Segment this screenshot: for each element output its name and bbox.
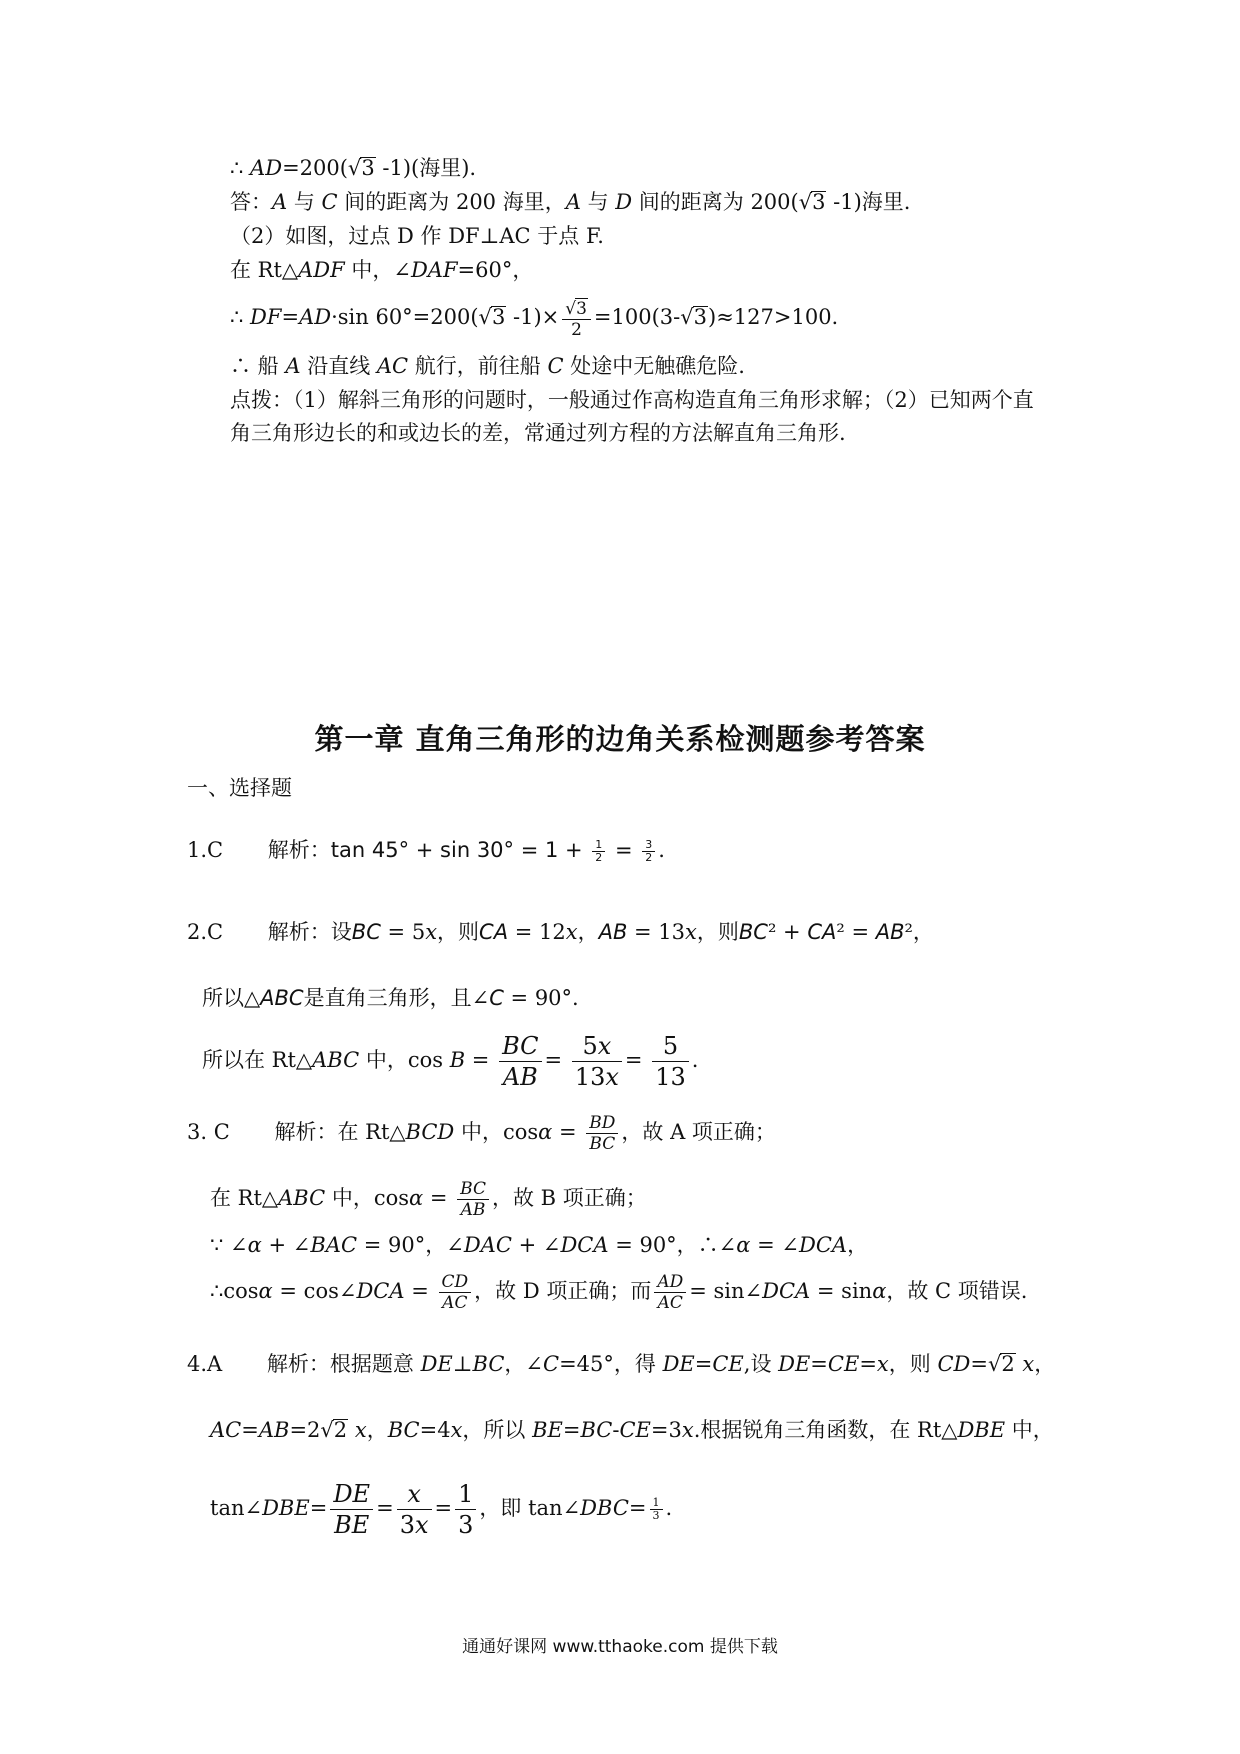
q3-line-2: 在 Rt△ABC 中，cosα = $\frac{BC}{AB}$ ，故 B 项正确； (210, 1179, 647, 1220)
q4-line-2: AC=AB=2√2 x，BC=4x，所以 BE=BC-CE=3x.根据锐角三角函数，在 Rt△DBE 中， (210, 1418, 1054, 1442)
page-title: 第一章 直角三角形的边角关系检测题参考答案 (314, 722, 926, 756)
part2-intro-line: （2）如图，过点 D 作 DF⊥AC 于点 F. (230, 224, 604, 248)
angle-line: 在 Rt△ADF 中，∠DAF=60°， (230, 258, 534, 282)
q3-number: 3. C (187, 1120, 230, 1144)
section-heading: 一、选择题 (187, 776, 292, 800)
hint-line-2: 角三角形边长的和或边长的差，常通过列方程的方法解直角三角形. (230, 421, 846, 445)
q2-line-3: 所以在 Rt△ABC 中，cos B = $\frac{BC}{AB}$ = $\frac{5x}{13x}$ = $\frac{5}{13}$ . (202, 1032, 699, 1091)
q3-line-1: 3. C 解析：在 Rt△BCD 中，cosα = $\frac{BD}{BC}$ ，故 A 项正确； (187, 1113, 776, 1154)
q1-number: 1.C (187, 838, 224, 862)
q4-line-1: 4.A 解析：根据题意 DE⊥BC，∠C=45°，得 DE=CE,设 DE=CE=x，则 CD=√2 x， (187, 1352, 1056, 1376)
df-calc-line: ∴ DF=AD·sin 60°=200(√3 -1)× $\frac{√3}{2}$ =100(3-√3)≈127>100. (230, 298, 839, 340)
conclusion-line: ∴ 船 A 沿直线 AC 航行，前往船 C 处途中无触礁危险. (230, 354, 745, 378)
q3-line-3: ∵ ∠α + ∠BAC = 90°，∠DAC + ∠DCA = 90°，∴∠α = ∠DCA， (210, 1233, 869, 1257)
hint-line-1: 点拨：（1）解斜三角形的问题时，一般通过作高构造直角三角形求解；（2）已知两个直 (230, 388, 1034, 412)
q2-line-1: 2.C 解析：设BC = 5x，则CA = 12x，AB = 13x，则BC² + CA² = AB²， (187, 920, 934, 944)
q1-line: 1.C 解析：tan 45° + sin 30° = 1 + $\frac{1}{2}$ = $\frac{3}{2}$ . (187, 837, 665, 864)
answer-line: 答：A 与 C 间的距离为 200 海里，A 与 D 间的距离为 200(√3 -1)海里. (230, 190, 911, 214)
q3-line-4: ∴cosα = cos∠DCA = $\frac{CD}{AC}$ ，故 D 项正确；而 $\frac{AD}{AC}$ = sin∠DCA = sinα，故 C 项错误. (210, 1272, 1028, 1313)
q2-line-2: 所以△ABC是直角三角形，且∠C = 90°. (202, 986, 579, 1010)
q2-number: 2.C (187, 920, 224, 944)
q4-number: 4.A (187, 1352, 223, 1376)
q4-line-3: tan∠DBE= $\frac{DE}{BE}$ = $\frac{x}{3x}$ = $\frac{1}{3}$ ，即 tan∠DBC= $\frac{1}{3}$ . (210, 1480, 673, 1539)
footer-source: 通通好课网 www.tthaoke.com 提供下载 (462, 1637, 778, 1657)
ad-result-line: ∴ AD=200(√3 -1)(海里). (230, 156, 477, 180)
